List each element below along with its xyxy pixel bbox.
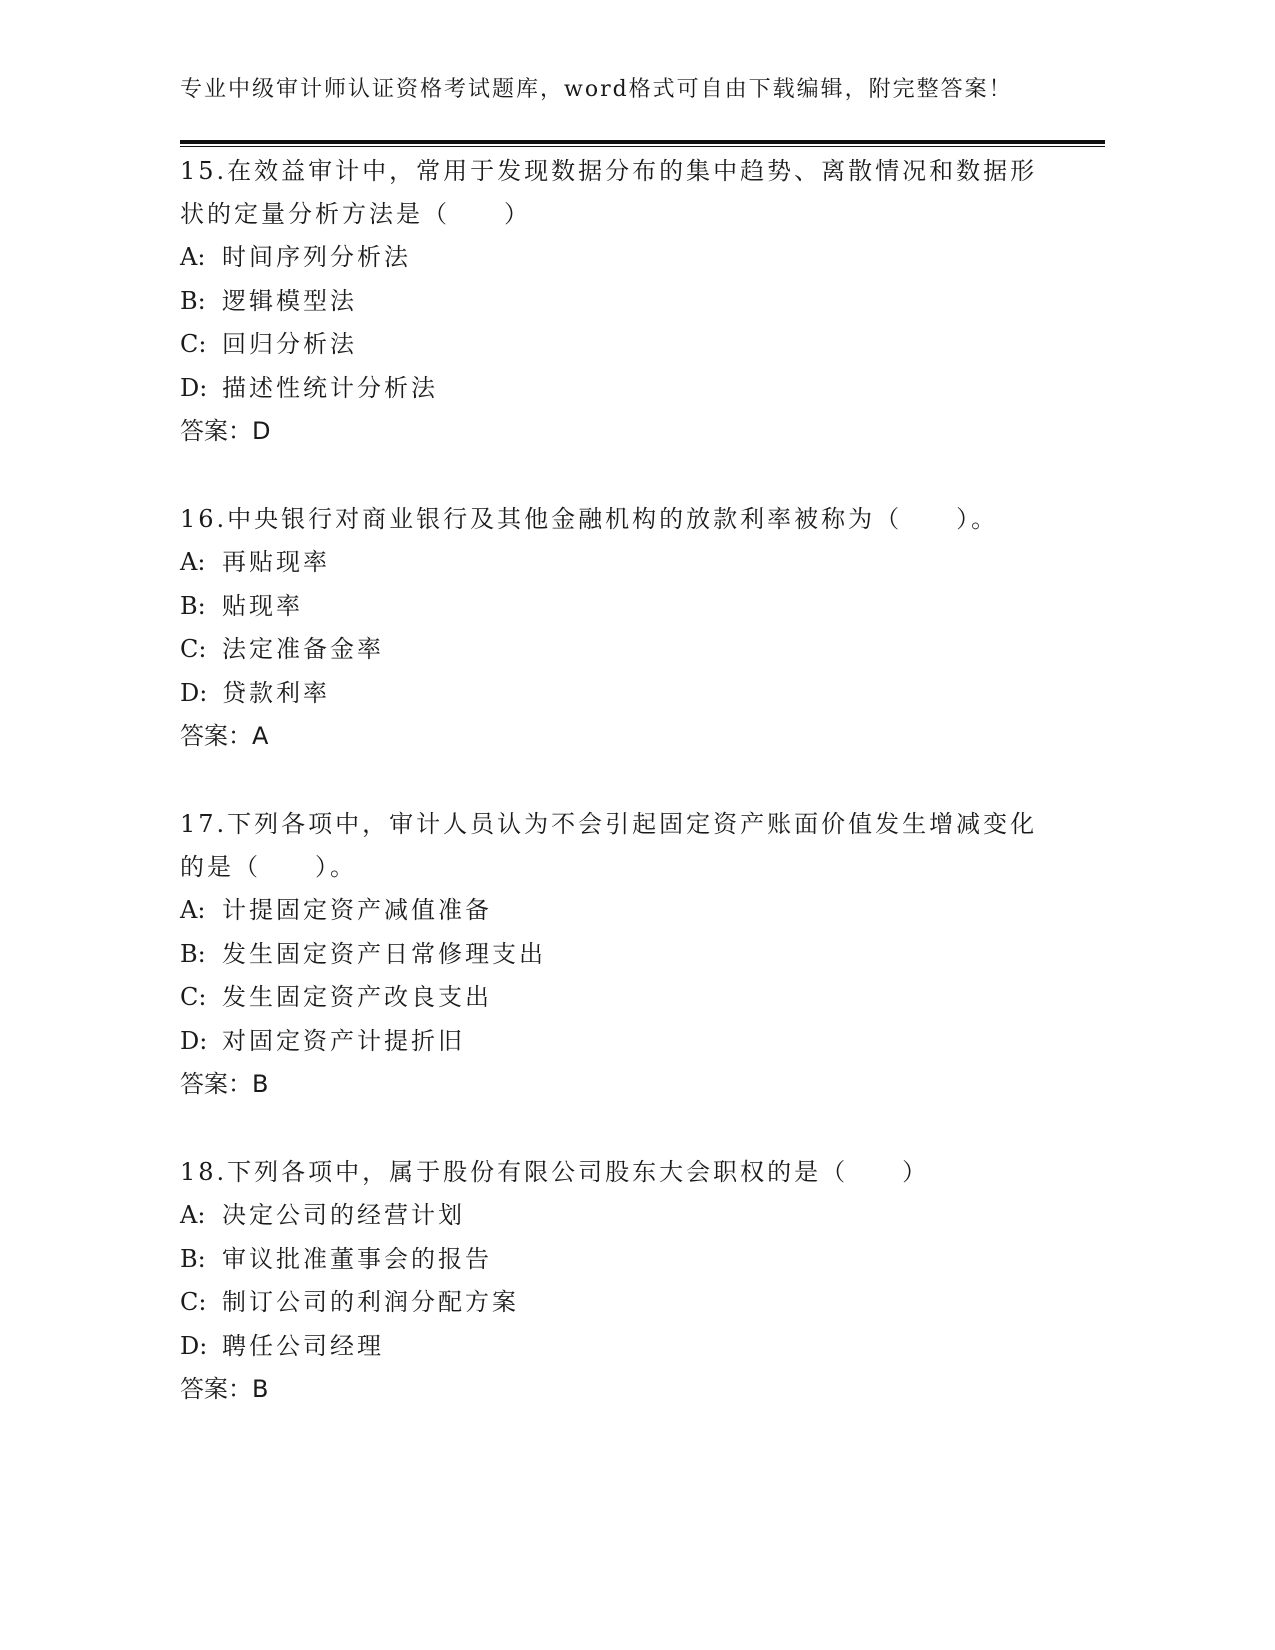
question-stem [180, 150, 1040, 236]
option-a [180, 1194, 1040, 1238]
answer-line [180, 410, 1040, 454]
option-letter: D: [180, 1331, 208, 1360]
answer-label: 答案： [180, 1070, 252, 1098]
question-number: 15. [180, 157, 228, 185]
option-letter: B: [180, 939, 206, 968]
option-text: 制订公司的利润分配方案 [222, 1288, 519, 1316]
option-letter: B: [180, 591, 206, 620]
option-letter: B: [180, 1244, 206, 1273]
option-text: 时间序列分析法 [222, 243, 411, 271]
answer-value: B [252, 1070, 269, 1098]
option-c [180, 1281, 1040, 1325]
option-a [180, 889, 1040, 933]
header-rule-thin [180, 146, 1105, 147]
option-d [180, 1325, 1040, 1369]
option-letter: B: [180, 286, 206, 315]
question-text: 下列各项中，属于股份有限公司股东大会职权的是（ ） [227, 1158, 930, 1186]
question-number: 17. [180, 810, 228, 838]
option-text: 描述性统计分析法 [222, 373, 438, 402]
option-d [180, 367, 1040, 411]
answer-line [180, 715, 1040, 759]
answer-value: B [252, 1375, 269, 1403]
question-text: 中央银行对商业银行及其他金融机构的放款利率被称为（ ）。 [227, 505, 999, 533]
option-letter: C: [180, 983, 207, 1011]
option-text: 发生固定资产日常修理支出 [222, 939, 546, 968]
option-text: 发生固定资产改良支出 [222, 983, 492, 1011]
option-text: 决定公司的经营计划 [222, 1201, 465, 1229]
option-letter: D: [180, 1026, 208, 1055]
option-letter: A: [180, 1201, 206, 1229]
question-16 [180, 498, 1040, 759]
page-header: 专业中级审计师认证资格考试题库，word格式可自由下载编辑，附完整答案！ [180, 77, 1013, 102]
question-stem [180, 498, 1040, 541]
option-text: 逻辑模型法 [222, 286, 357, 315]
option-b [180, 933, 1040, 977]
option-text: 计提固定资产减值准备 [222, 896, 492, 924]
option-a [180, 236, 1040, 280]
option-letter: D: [180, 678, 208, 707]
answer-label: 答案： [180, 1375, 252, 1403]
answer-line [180, 1368, 1040, 1412]
option-letter: A: [180, 243, 206, 271]
answer-label: 答案： [180, 722, 252, 750]
option-d [180, 672, 1040, 716]
option-letter: A: [180, 896, 206, 924]
option-letter: A: [180, 548, 206, 576]
question-15 [180, 150, 1040, 454]
option-c [180, 323, 1040, 367]
question-text: 下列各项中，审计人员认为不会引起固定资产账面价值发生增减变化的是（ ）。 [180, 810, 1038, 881]
question-18 [180, 1151, 1040, 1412]
option-letter: C: [180, 1288, 207, 1316]
option-letter: C: [180, 330, 207, 358]
question-number: 18. [180, 1158, 228, 1186]
question-number: 16. [180, 505, 228, 533]
option-c [180, 976, 1040, 1020]
option-c [180, 628, 1040, 672]
option-text: 贴现率 [222, 591, 303, 620]
option-letter: D: [180, 373, 208, 402]
option-text: 聘任公司经理 [222, 1331, 384, 1360]
question-17 [180, 803, 1040, 1107]
option-text: 回归分析法 [222, 330, 357, 358]
question-stem [180, 803, 1040, 889]
answer-value: A [252, 722, 269, 750]
question-text: 在效益审计中，常用于发现数据分布的集中趋势、离散情况和数据形状的定量分析方法是（ ） [180, 157, 1038, 228]
option-d [180, 1020, 1040, 1064]
answer-line [180, 1063, 1040, 1107]
option-text: 再贴现率 [222, 548, 330, 576]
option-text: 贷款利率 [222, 678, 330, 707]
answer-value: D [252, 417, 271, 445]
option-b [180, 585, 1040, 629]
option-b [180, 1238, 1040, 1282]
option-b [180, 280, 1040, 324]
option-a [180, 541, 1040, 585]
header-rule-thick [180, 140, 1105, 144]
option-text: 对固定资产计提折旧 [222, 1026, 465, 1055]
option-letter: C: [180, 635, 207, 663]
option-text: 法定准备金率 [222, 635, 384, 663]
answer-label: 答案： [180, 417, 252, 445]
option-text: 审议批准董事会的报告 [222, 1244, 492, 1273]
question-stem [180, 1151, 1040, 1194]
